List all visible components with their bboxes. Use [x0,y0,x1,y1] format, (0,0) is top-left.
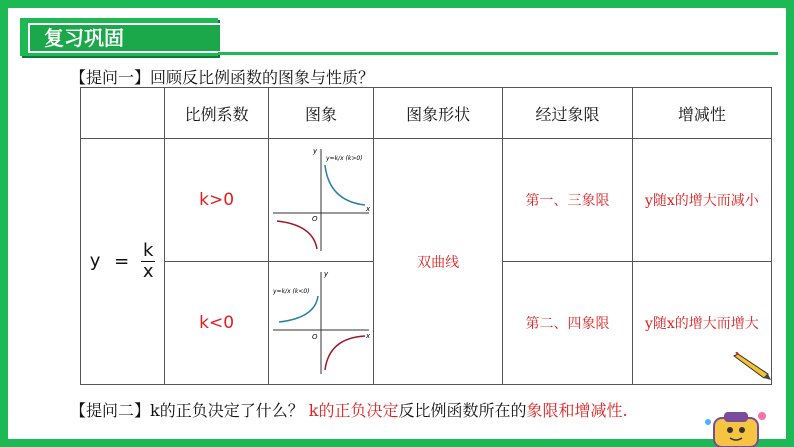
quadrants-cell: 第二、四象限 [503,262,632,385]
branch-quadrant-2 [279,296,318,322]
answer-middle: 反比例函数所在的 [398,401,527,420]
frame-right [786,0,794,447]
page-title: 复习巩固 [28,23,222,53]
shape-cell: 双曲线 [374,139,503,385]
frame-top [0,0,794,8]
branch-quadrant-4 [325,336,365,370]
y-axis-label: y [313,147,318,155]
header-cell: 图象形状 [374,88,503,139]
question-two [70,398,628,421]
header-cell: 增减性 [632,88,771,139]
formula-denominator: x [142,261,154,282]
quadrants-cell: 第一、三象限 [503,139,632,262]
k-value: k<0 [165,262,269,385]
header-cell: 比例系数 [165,88,269,139]
frame-bottom [0,439,794,447]
trend-cell: y随x的增大而增大 [632,262,771,385]
frame-left [0,0,8,447]
table-row [81,139,772,262]
answer-tail: 象限和增减性. [526,401,628,420]
y-axis-label: y [324,270,329,278]
formula-fraction [141,241,155,282]
pencil-icon [732,352,772,382]
hyperbola-graph-negative [271,266,371,376]
function-formula [81,139,165,385]
origin-label: O [312,215,318,223]
hyperbola-graph-positive [271,143,371,253]
header-cell: 经过象限 [503,88,632,139]
header-empty [81,88,165,139]
graph-cell [269,139,374,262]
title-banner [20,18,218,56]
formula-eq: = [114,250,130,272]
title-underline [218,52,778,55]
origin-label: O [312,333,318,341]
formula-numerator: k [142,240,154,261]
table-header-row [81,88,772,139]
answer-highlight: k的正负决定 [308,401,399,420]
header-cell: 图象 [269,88,374,139]
branch-quadrant-3 [277,221,317,249]
question-one: 【提问一】回顾反比例函数的图象与性质？ [70,68,375,87]
question-two-prefix: 【提问二】k的正负决定了什么？ [70,401,304,420]
trend-cell: y随x的增大而减小 [632,139,771,262]
graph-label: y=k/x (k<0) [273,288,310,295]
graph-label: y=k/x (k>0) [326,155,363,162]
x-axis-label: x [366,205,371,213]
k-value: k>0 [165,139,269,262]
backpack-mascot-icon [700,408,770,447]
formula-lhs: y [89,250,101,272]
property-table [80,87,772,385]
graph-cell [269,262,374,385]
branch-quadrant-1 [325,165,365,205]
x-axis-label: x [366,332,371,340]
